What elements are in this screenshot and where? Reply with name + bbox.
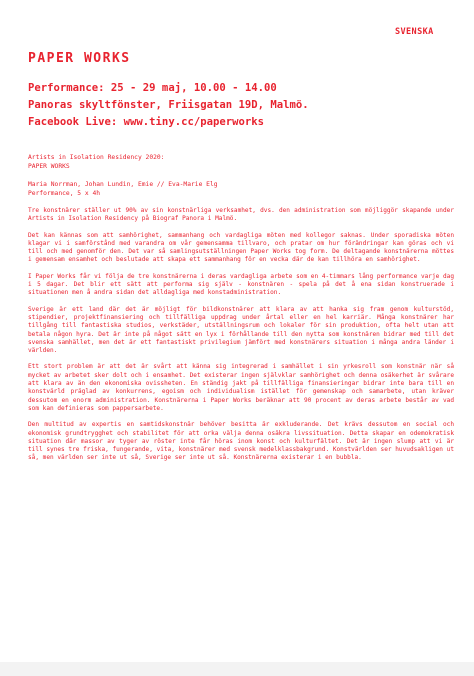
bottom-bar bbox=[0, 662, 474, 676]
article-body bbox=[28, 153, 454, 471]
paragraph-problem: Ett stort problem är att det är svårt att känna sig integrerad i samhället i sin yrkesroll som konstnär när så mycket av arbetet sker dolt och i ensamhet. Det existerar ingen självklar samhörighet och denna osäkerhet är svårare att klara av än den ekonomiska ovissheten. En ständig jakt på tillfälliga finansieringar bidrar inte bara till en konstvärld präglad av konkurrens, egoism och individualism istället för gemenskap och samarbete, utan kräver dessutom en enorm administration. Konstnärerna i Paper Works beräknar att 90 procent av deras arbete består av vad som kan definieras som pappersarbete. bbox=[28, 363, 454, 412]
spacer bbox=[28, 198, 454, 207]
residency-line-1: Artists in Isolation Residency 2020: bbox=[28, 154, 165, 161]
venue-address: Panoras skyltfönster, Friisgatan 19D, Malmö. bbox=[28, 99, 309, 111]
paragraph-sweden: Sverige är ett land där det är möjligt för bildkonstnärer att klara av att hanka sig fram genom kulturstöd, stipendier, projektfinansiering och tillfälliga uppdrag under årtal eller en hel karriär. Många konstnärer har tillgång till fantastiska studios, verkstäder, utställningsrum och lokaler för sin produktion, ofta helt utan att betala någon hyra. Det är inte på något sätt en lyx i förhållande till den nytta som konstnären bidrar med till det svenska samhället, men det är ett fantastiskt privilegium jämfört med konstnärers situation i många andra länder i världen. bbox=[28, 305, 454, 355]
spacer bbox=[28, 171, 454, 180]
paragraph-expertise: Den multitud av expertis en samtidskonstnär behöver besitta är exkluderande. Det krävs dessutom en social och ekonomisk grundtrygghet och stabilitet för att orka välja denna osäkra livssituation. Detta skapar en odemokratisk situation där massor av tyger av röster inte får höras inom konst och kulturfältet. Det är ingen slump att vi är till synes tre friska, fungerande, vita, konstnärer med svensk medelklassbakgrund. Konstvärlden ser huvudsakligen ut så, men världen ser inte ut så, Sverige ser inte ut så. Konstnärerna existerar i en bubbla. bbox=[28, 421, 454, 462]
artist-credits: Maria Norrman, Johan Lundin, Emie // Eva-Marie Elg bbox=[28, 181, 218, 188]
paragraph-intro: Tre konstnärer ställer ut 90% av sin konstnärliga verksamhet, dvs. den administration som möjliggör skapande under Artists in Isolation Residency på Biograf Panora i Malmö. bbox=[28, 207, 454, 223]
paragraph-performance: I Paper Works får vi följa de tre konstnärerna i deras vardagliga arbete som en 4-timmars lång performance varje dag i 5 dagar. Det blir ett sätt att performa sig själv - konstnären - spela på det å ena sidan konstruerade i situationen men å andra sidan det alldagliga med konstadministration. bbox=[28, 272, 454, 297]
language-link-svenska[interactable]: SVENSKA bbox=[395, 27, 434, 37]
performance-format: Performance, 5 x 4h bbox=[28, 190, 101, 197]
page-title: PAPER WORKS bbox=[28, 51, 131, 66]
event-info bbox=[28, 80, 458, 131]
facebook-live-link[interactable]: Facebook Live: www.tiny.cc/paperworks bbox=[28, 116, 264, 128]
performance-dates: Performance: 25 - 29 maj, 10.00 - 14.00 bbox=[28, 82, 277, 94]
paragraph-community: Det kan kännas som att samhörighet, sammanhang och vardagliga möten med kollegor saknas. Under sporadiska möten klagar vi i samförstånd med varandra om vår gemensamma tillvaro, och pratar om hur förändringar kan göras och vi till och med genomför den. Det var så samlingsutställningen Paper Works tog form. De deltagande konstnärerna möttes i gemensam ensamhet och beslutade att skapa ett sammanhang för en vecka där de kan tillhöra en samhörighet. bbox=[28, 231, 454, 264]
residency-line-2: PAPER WORKS bbox=[28, 163, 70, 170]
